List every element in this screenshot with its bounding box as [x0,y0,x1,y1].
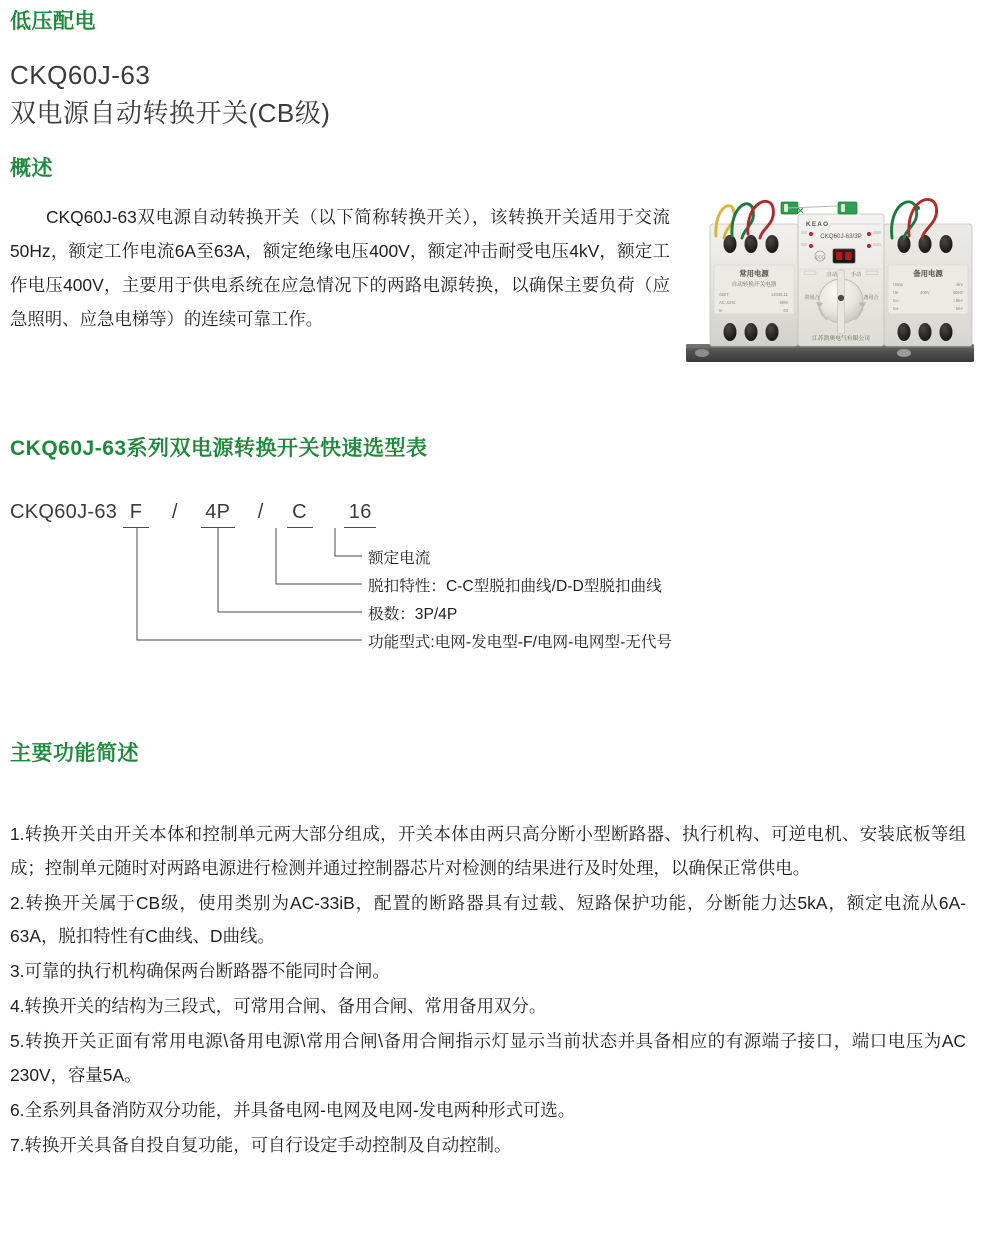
function-item: 5.转换开关正面有常用电源\备用电源\常用合闸\备用合闸指示灯显示当前状态并具备相应的有源端子接口，端口电压为AC 230V，容量5A。 [10,1031,966,1085]
model-code-segment-current: 16 [344,498,376,528]
svg-text:自动转换开关电器: 自动转换开关电器 [731,282,777,288]
svg-text:常用电源: 常用电源 [739,269,769,278]
function-item: 3.可靠的执行机构确保两台断路器不能同时合闸。 [10,961,390,981]
function-item: 2.转换开关属于CB级，使用类别为AC-33iB，配置的断路器具有过载、短路保护功能，分断能力达5kA，额定电流从6A-63A，脱扣特性有C曲线、D曲线。 [10,892,966,946]
legend-item-poles: 极数：3P/4P [368,606,458,623]
svg-text:AC-33-B: AC-33-B [719,300,736,305]
svg-text:6kW: 6kW [779,300,788,305]
function-item: 7.转换开关具备自投自复功能，可自行设定手动控制及自动控制。 [10,1134,512,1155]
model-code-segment-function: F [123,498,149,528]
svg-text:Ι 6kA: Ι 6kA [953,298,963,303]
svg-text:50Hz: 50Hz [953,290,963,295]
svg-text:Ie: Ie [719,308,723,313]
svg-text:KEAO: KEAO [806,221,830,228]
svg-text:4kV: 4kV [955,282,963,287]
svg-text:14048.11: 14048.11 [770,292,788,297]
svg-text:Uimp: Uimp [893,282,903,287]
legend-item-function-type: 功能型式:电网-发电型-F/电网-电网型-无代号 [368,634,673,651]
category-heading: 低压配电 [10,10,96,33]
selection-table-heading: CKQ60J-63系列双电源转换开关快速选型表 [10,437,428,460]
model-code-diagram [0,498,900,668]
svg-text:400V: 400V [920,290,930,295]
svg-text:江苏凯奥电气有限公司: 江苏凯奥电气有限公司 [812,336,870,342]
model-code-segment-poles: 4P [201,498,235,528]
svg-text:GB/T: GB/T [719,292,729,297]
svg-text:CCC: CCC [815,254,825,260]
svg-text:常用合: 常用合 [804,295,820,301]
function-item: 6.全系列具备消防双分功能，并具备电网-电网及电网-发电两种形式可选。 [10,1099,576,1120]
product-name-title: 双电源自动转换开关(CB级) [10,98,331,128]
overview-heading: 概述 [10,157,53,180]
legend-item-rated-current: 额定电流 [368,550,431,567]
svg-text:手动: 手动 [850,272,862,278]
function-item: 1.转换开关由开关本体和控制单元两大部分组成，开关本体由两只高分断小型断路器、执行机构、可逆电机、安装底板等组成；控制单元随时对两路电源进行检测并通过控制器芯片对检测的结果进行及时处理，以确保正常供电。 [10,824,966,878]
svg-text:CKQ60J-63/3P: CKQ60J-63/3P [820,233,862,240]
svg-text:Icu: Icu [893,298,899,303]
svg-text:备用合: 备用合 [863,295,879,301]
product-code-title: CKQ60J-63 [10,60,151,90]
svg-text:Ics: Ics [893,306,899,311]
svg-text:自动: 自动 [826,272,838,278]
svg-text:备用电源: 备用电源 [913,269,943,278]
model-code-prefix: CKQ60J-63 [10,501,118,523]
main-functions-list [10,818,966,1164]
svg-text:Ue: Ue [893,290,899,295]
product-photo [680,186,992,382]
model-code-separator-2: / [257,501,264,523]
legend-item-trip-characteristic: 脱扣特性：C-C型脱扣曲线/D-D型脱扣曲线 [368,578,662,595]
product-photo-illustration [680,186,992,382]
svg-text:63: 63 [783,308,788,313]
model-code-separator-1: / [171,501,178,523]
model-code-segment-curve: C [287,498,313,528]
main-functions-heading: 主要功能简述 [10,742,139,765]
function-item: 4.转换开关的结构为三段式，可常用合闸、备用合闸、常用备用双分。 [10,996,547,1016]
overview-paragraph: CKQ60J-63双电源自动转换开关（以下简称转换开关），该转换开关适用于交流50Hz，额定工作电流6A至63A，额定绝缘电压400V，额定冲击耐受电压4kV，额定工作电压400V，主要用于供电系统在应急情况下的两路电源转换，以确保主要负荷（应急照明、应急电梯等）的连续可靠工作。 [10,207,670,329]
svg-text:5kA: 5kA [955,306,963,311]
